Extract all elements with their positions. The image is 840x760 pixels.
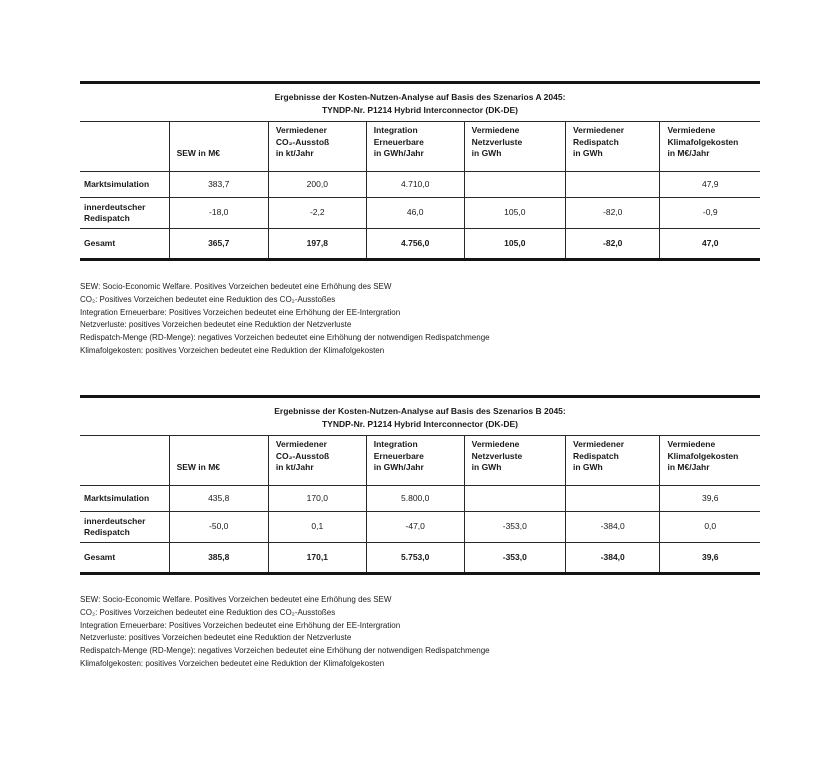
cell-sew: 385,8 xyxy=(169,542,268,572)
header-line: in GWh xyxy=(471,148,502,158)
header-line: Netzverluste xyxy=(471,136,523,147)
table-row-gesamt xyxy=(80,228,760,258)
footnotes-scenario-b xyxy=(80,594,770,671)
header-line: Vermiedene xyxy=(667,125,716,135)
table-row-gesamt xyxy=(80,542,760,572)
header-line: CO₂-Ausstoß xyxy=(275,136,330,147)
footnote-line: Netzverluste: positives Vorzeichen bedeutet eine Reduktion der Netzverluste xyxy=(80,320,352,330)
row-label: Gesamt xyxy=(80,228,169,258)
header-line: Vermiedener xyxy=(275,439,327,449)
cell-redispatch xyxy=(565,485,660,511)
header-line: Redispatch xyxy=(572,450,619,461)
column-header-redispatch xyxy=(565,436,660,485)
column-header-redispatch xyxy=(565,122,660,171)
table-row-innerdeutscher-redispatch xyxy=(80,197,760,228)
cell-sew: 383,7 xyxy=(169,171,268,197)
column-header-grid-losses xyxy=(464,122,565,171)
results-table-scenario-b xyxy=(80,395,760,575)
cell-climate-costs: 39,6 xyxy=(660,542,760,572)
header-line: in M€/Jahr xyxy=(667,148,710,158)
cell-sew: 435,8 xyxy=(169,485,268,511)
column-header-sew xyxy=(169,122,268,171)
header-line: Vermiedene xyxy=(471,125,520,135)
column-header-co2 xyxy=(268,122,366,171)
header-line: in GWh xyxy=(572,462,603,472)
footnote-line: CO₂: Positives Vorzeichen bedeutet eine Reduktion des CO₂-Ausstoßes xyxy=(80,294,336,304)
footnote-line: Integration Erneuerbare: Positives Vorzeichen bedeutet eine Erhöhung der EE-Intergration xyxy=(80,620,401,630)
cell-redispatch xyxy=(565,171,660,197)
header-line: SEW in M€ xyxy=(176,148,221,158)
table-title-scenario-b xyxy=(80,398,760,436)
cell-climate-costs: 47,9 xyxy=(660,171,760,197)
row-label: Marktsimulation xyxy=(80,485,169,511)
header-line: Redispatch xyxy=(572,136,619,147)
cell-redispatch: -384,0 xyxy=(565,542,660,572)
column-header-empty xyxy=(80,436,169,485)
cell-climate-costs: -0,9 xyxy=(660,197,760,228)
header-line: Vermiedene xyxy=(471,439,520,449)
results-table xyxy=(80,122,760,258)
row-label: innerdeutscher Redispatch xyxy=(80,511,169,542)
footnote-line: Netzverluste: positives Vorzeichen bedeutet eine Reduktion der Netzverluste xyxy=(80,633,352,643)
column-header-sew xyxy=(169,436,268,485)
header-line: Integration xyxy=(373,439,418,449)
cell-co2: 170,0 xyxy=(268,485,366,511)
header-line: SEW in M€ xyxy=(176,462,221,472)
cell-grid-losses: 105,0 xyxy=(464,197,565,228)
footnote-line: Redispatch-Menge (RD-Menge): negatives Vorzeichen bedeutet eine Erhöhung der notwendigen Redispatchmenge xyxy=(80,646,490,656)
cell-redispatch: -384,0 xyxy=(565,511,660,542)
row-label: Marktsimulation xyxy=(80,171,169,197)
cell-renewables: 4.710,0 xyxy=(366,171,464,197)
header-row xyxy=(80,122,760,171)
header-line: Erneuerbare xyxy=(373,136,424,147)
column-header-empty xyxy=(80,122,169,171)
footnotes-scenario-a xyxy=(80,281,770,358)
table-title-line2: TYNDP-Nr. P1214 Hybrid Interconnector (DK-DE) xyxy=(321,104,518,115)
header-line: in GWh/Jahr xyxy=(373,462,424,472)
table-row-innerdeutscher-redispatch xyxy=(80,511,760,542)
table-row-marktsimulation xyxy=(80,485,760,511)
header-line: Netzverluste xyxy=(471,450,523,461)
header-line: CO₂-Ausstoß xyxy=(275,450,330,461)
cell-grid-losses: -353,0 xyxy=(464,542,565,572)
header-line: in GWh xyxy=(471,462,502,472)
header-line: Vermiedener xyxy=(275,125,327,135)
cell-climate-costs: 47,0 xyxy=(660,228,760,258)
table-row-marktsimulation xyxy=(80,171,760,197)
footnote-line: Integration Erneuerbare: Positives Vorzeichen bedeutet eine Erhöhung der EE-Intergration xyxy=(80,307,401,317)
cell-climate-costs: 39,6 xyxy=(660,485,760,511)
cell-sew: 365,7 xyxy=(169,228,268,258)
column-header-renewables xyxy=(366,122,464,171)
column-header-co2 xyxy=(268,436,366,485)
column-header-renewables xyxy=(366,436,464,485)
header-line: in GWh/Jahr xyxy=(373,148,424,158)
footnote-line: SEW: Socio-Economic Welfare. Positives Vorzeichen bedeutet eine Erhöhung des SEW xyxy=(80,595,392,604)
cell-redispatch: -82,0 xyxy=(565,197,660,228)
header-line: Erneuerbare xyxy=(373,450,424,461)
footnote-line: SEW: Socio-Economic Welfare. Positives Vorzeichen bedeutet eine Erhöhung des SEW xyxy=(80,282,392,291)
header-line: Vermiedener xyxy=(572,439,624,449)
header-line: in M€/Jahr xyxy=(667,462,710,472)
column-header-climate-costs xyxy=(660,122,760,171)
footnote-line: Klimafolgekosten: positives Vorzeichen bedeutet eine Reduktion der Klimafolgekosten xyxy=(80,345,385,355)
cell-grid-losses: -353,0 xyxy=(464,511,565,542)
table-title-line2: TYNDP-Nr. P1214 Hybrid Interconnector (DK-DE) xyxy=(321,418,518,429)
header-line: in GWh xyxy=(572,148,603,158)
cell-grid-losses xyxy=(464,171,565,197)
cell-grid-losses: 105,0 xyxy=(464,228,565,258)
row-label: Gesamt xyxy=(80,542,169,572)
cell-redispatch: -82,0 xyxy=(565,228,660,258)
cell-co2: 197,8 xyxy=(268,228,366,258)
header-line: in kt/Jahr xyxy=(275,462,314,472)
column-header-grid-losses xyxy=(464,436,565,485)
cell-renewables: 5.753,0 xyxy=(366,542,464,572)
cell-renewables: -47,0 xyxy=(366,511,464,542)
header-line: Klimafolgekosten xyxy=(667,136,739,147)
header-line: in kt/Jahr xyxy=(275,148,314,158)
header-line: Klimafolgekosten xyxy=(667,450,739,461)
cell-renewables: 4.756,0 xyxy=(366,228,464,258)
footnote-line: CO₂: Positives Vorzeichen bedeutet eine Reduktion des CO₂-Ausstoßes xyxy=(80,607,336,617)
cell-co2: 0,1 xyxy=(268,511,366,542)
cell-renewables: 5.800,0 xyxy=(366,485,464,511)
footnote-line: Redispatch-Menge (RD-Menge): negatives Vorzeichen bedeutet eine Erhöhung der notwendigen Redispatchmenge xyxy=(80,333,490,343)
results-table xyxy=(80,436,760,572)
header-row xyxy=(80,436,760,485)
table-title-line1: Ergebnisse der Kosten-Nutzen-Analyse auf Basis des Szenarios A 2045: xyxy=(274,92,566,102)
cell-co2: -2,2 xyxy=(268,197,366,228)
row-label: innerdeutscher Redispatch xyxy=(80,197,169,228)
cell-climate-costs: 0,0 xyxy=(660,511,760,542)
cell-co2: 200,0 xyxy=(268,171,366,197)
cell-sew: -18,0 xyxy=(169,197,268,228)
cell-grid-losses xyxy=(464,485,565,511)
footnote-line: Klimafolgekosten: positives Vorzeichen bedeutet eine Reduktion der Klimafolgekosten xyxy=(80,658,385,668)
cell-renewables: 46,0 xyxy=(366,197,464,228)
results-table-scenario-a xyxy=(80,81,760,261)
cell-sew: -50,0 xyxy=(169,511,268,542)
table-title-line1: Ergebnisse der Kosten-Nutzen-Analyse auf Basis des Szenarios B 2045: xyxy=(274,406,566,416)
header-line: Integration xyxy=(373,125,418,135)
table-title-scenario-a xyxy=(80,84,760,122)
column-header-climate-costs xyxy=(660,436,760,485)
header-line: Vermiedene xyxy=(667,439,716,449)
cell-co2: 170,1 xyxy=(268,542,366,572)
header-line: Vermiedener xyxy=(572,125,624,135)
